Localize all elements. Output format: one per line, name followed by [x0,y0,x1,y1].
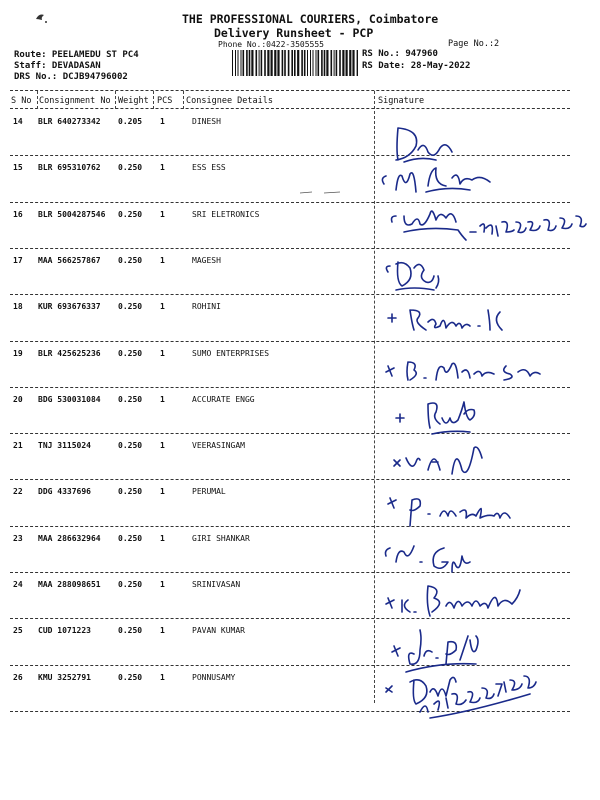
row-pcs: 1 [160,394,165,404]
row-consignee: PONNUSAMY [192,672,236,682]
row-sno: 26 [13,672,23,682]
row-consignee: SRINIVASAN [192,580,241,589]
row-consignment: BLR 425625236 [38,348,101,358]
col-header-consignment: Consignment No [39,96,111,106]
row-consignee: SRI ELETRONICS [192,209,260,219]
staff-label: Staff: DEVADASAN [14,61,101,71]
row-pcs: 1 [160,209,165,219]
row-consignee: SUMO ENTERPRISES [192,348,270,358]
row-pcs: 1 [160,255,165,265]
row-consignee: DINESH [192,117,221,126]
row-consignment: KUR 693676337 [38,302,101,312]
row-weight: 0.250 [118,163,143,173]
signature-15 [382,168,490,192]
row-pcs: 1 [160,348,165,358]
row-consignee: PERUMAL [192,487,226,497]
row-pcs: 1 [160,672,165,682]
page-number: Page No.:2 [448,39,500,49]
row-sno: 18 [13,302,23,312]
row-pcs: 1 [160,580,165,589]
rs-date: RS Date: 28-May-2022 [362,61,471,71]
row-weight: 0.250 [118,672,143,682]
row-weight: 0.205 [118,117,143,126]
row-sno: 17 [13,255,23,265]
company-name: THE PROFESSIONAL COURIERS, Coimbatore [182,12,439,26]
row-sno: 22 [13,487,23,497]
signature-14 [396,128,452,162]
col-header-weight: Weight [118,96,149,106]
row-weight: 0.250 [118,209,143,219]
row-sno: 23 [13,533,23,543]
row-consignment: MAA 288098651 [38,580,101,589]
signature-22 [388,498,510,526]
row-consignee: ACCURATE ENGG [192,394,255,404]
phone-number: Phone No.:0422-3505555 [218,40,324,49]
signature-18 [388,310,502,330]
row-consignment: BLR 640273342 [38,117,101,126]
signature-21 [394,447,482,474]
row-weight: 0.250 [118,441,143,451]
row-sno: 16 [13,209,23,219]
row-pcs: 1 [160,487,165,497]
col-header-consignee: Consignee Details [186,96,273,106]
row-pcs: 1 [160,163,165,173]
signature-20 [396,402,475,434]
row-consignment: CUD 1071223 [38,626,91,636]
row-weight: 0.250 [118,533,143,543]
stray-mark [300,192,340,193]
row-consignee: GIRI SHANKAR [192,533,250,543]
signature-23 [386,546,471,572]
row-weight: 0.250 [118,626,143,636]
rs-number: RS No.: 947960 [362,49,438,59]
row-consignee: VEERASINGAM [192,441,245,451]
row-consignment: KMU 3252791 [38,672,91,682]
row-consignment: MAA 286632964 [38,533,101,543]
row-consignment: BLR 5004287546 [38,209,106,219]
row-consignee: ESS ESS [192,163,226,173]
row-sno: 15 [13,163,23,173]
row-consignee: ROHINI [192,302,221,312]
row-sno: 20 [13,394,23,404]
row-consignment: MAA 566257867 [38,255,101,265]
row-pcs: 1 [160,626,165,636]
signature-19 [386,362,540,380]
row-pcs: 1 [160,117,165,126]
signature-24 [386,586,520,616]
row-weight: 0.250 [118,580,143,589]
row-consignee: MAGESH [192,255,221,265]
row-consignment: TNJ 3115024 [38,441,91,451]
signature-16 [392,211,587,240]
col-header-pcs: PCS [157,96,173,106]
row-pcs: 1 [160,441,165,451]
row-consignee: PAVAN KUMAR [192,626,245,636]
signature-17 [386,262,438,290]
row-sno: 19 [13,348,23,358]
row-weight: 0.250 [118,255,143,265]
row-consignment: DDG 4337696 [38,487,91,497]
drs-number: DRS No.: DCJB94796002 [14,72,128,82]
route-label: Route: PEELAMEDU ST PC4 [14,50,139,60]
row-weight: 0.250 [118,302,143,312]
row-sno: 21 [13,441,23,451]
row-pcs: 1 [160,302,165,312]
row-consignment: BLR 695310762 [38,163,101,173]
document-title: Delivery Runsheet - PCP [214,26,374,40]
row-weight: 0.250 [118,348,143,358]
signature-26 [386,676,536,718]
row-sno: 25 [13,626,23,636]
col-header-sno: S No [11,96,32,106]
row-consignment: BDG 530031084 [38,394,101,404]
col-header-signature: Signature [378,96,425,106]
row-weight: 0.250 [118,487,143,497]
signature-25 [392,630,478,672]
row-weight: 0.250 [118,394,143,404]
row-sno: 24 [13,580,23,589]
row-sno: 14 [13,117,23,126]
row-pcs: 1 [160,533,165,543]
